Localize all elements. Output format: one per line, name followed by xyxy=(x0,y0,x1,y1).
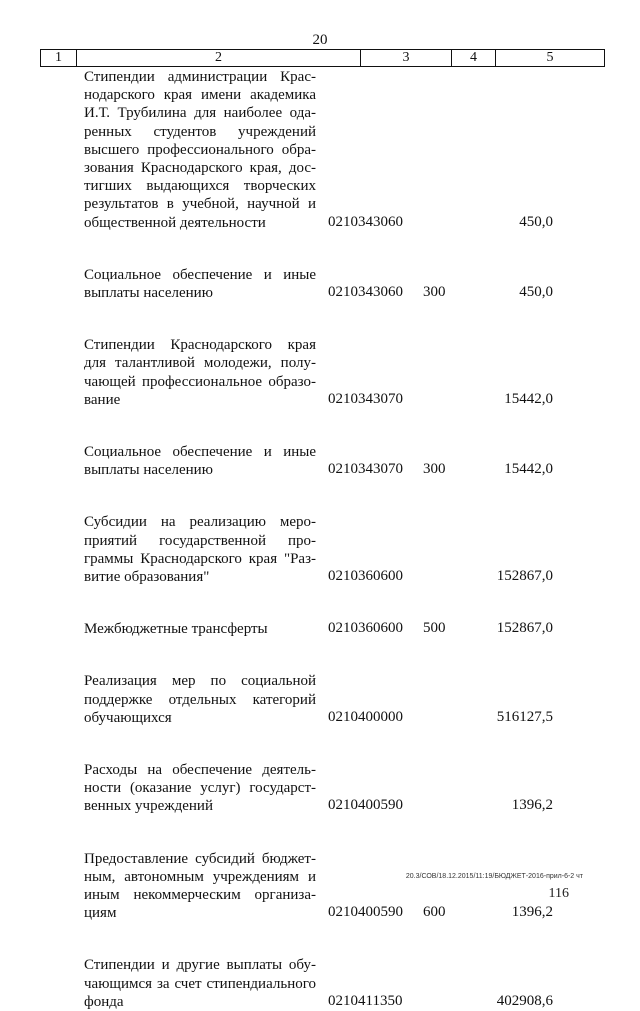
description-line: Стипендии и другие выплаты обу- xyxy=(84,957,316,974)
target-article-code: 0210343060 xyxy=(328,283,403,300)
amount: 402908,6 xyxy=(496,992,553,1009)
description-line: высшего профессионального обра- xyxy=(84,141,316,158)
table-row xyxy=(0,266,640,302)
row-description xyxy=(84,620,316,638)
description-line: граммы Краснодарского края "Раз- xyxy=(84,550,316,567)
target-article-code: 0210360600 xyxy=(328,620,403,637)
description-line: венных учреждений xyxy=(84,798,213,815)
row-description xyxy=(84,336,316,409)
target-article-code: 0210343070 xyxy=(328,461,403,478)
row-description xyxy=(84,761,316,816)
description-line: выплаты населению xyxy=(84,462,213,479)
description-line: чающимся за счет стипендиального xyxy=(84,975,316,992)
row-description xyxy=(84,672,316,727)
description-line: результатов в учебной, научной и xyxy=(84,196,316,213)
description-line: иным некоммерческим организа- xyxy=(84,886,316,903)
table-row xyxy=(0,956,640,1011)
description-line: нодарского края имени академика xyxy=(84,87,316,104)
description-line: ности (оказание услуг) государст- xyxy=(84,780,316,797)
table-row xyxy=(0,761,640,816)
target-article-code: 0210343070 xyxy=(328,390,403,407)
row-description xyxy=(84,956,316,1011)
description-line: Социальное обеспечение и иные xyxy=(84,266,316,283)
amount: 15442,0 xyxy=(504,461,553,478)
description-line: Межбюджетные трансферты xyxy=(84,621,268,638)
description-line: зования Краснодарского края, дос- xyxy=(84,159,316,176)
expense-type-code: 300 xyxy=(423,461,446,478)
row-description xyxy=(84,266,316,302)
table-row xyxy=(0,620,640,638)
row-description xyxy=(84,443,316,479)
description-line: Субсидии на реализацию меро- xyxy=(84,514,316,531)
column-header-3: 3 xyxy=(361,50,452,67)
column-header-4: 4 xyxy=(452,50,496,67)
column-header-2: 2 xyxy=(77,50,361,67)
amount: 450,0 xyxy=(519,283,553,300)
amount: 152867,0 xyxy=(496,567,553,584)
description-line: циям xyxy=(84,905,117,922)
description-line: тигших выдающихся творческих xyxy=(84,178,316,195)
amount: 450,0 xyxy=(519,213,553,230)
description-line: вание xyxy=(84,391,121,408)
amount: 1396,2 xyxy=(511,797,553,814)
amount: 516127,5 xyxy=(496,708,553,725)
description-line: Социальное обеспечение и иные xyxy=(84,444,316,460)
expense-type-code: 600 xyxy=(423,904,446,921)
description-line: фонда xyxy=(84,993,124,1010)
description-line: Стипендии Краснодарского края xyxy=(84,337,316,354)
table-row xyxy=(0,513,640,586)
description-line: общественной деятельности xyxy=(84,214,266,231)
table-row xyxy=(0,443,640,479)
description-line: ным, автономным учреждениям и xyxy=(84,868,316,885)
table-row xyxy=(0,68,640,232)
description-line: выплаты населению xyxy=(84,284,213,301)
page-number: 20 xyxy=(312,32,328,48)
row-description xyxy=(84,850,316,923)
description-line: обучающихся xyxy=(84,709,172,726)
table-row xyxy=(0,336,640,409)
description-line: для талантливой молодежи, полу- xyxy=(84,355,316,372)
row-description xyxy=(84,68,316,232)
target-article-code: 0210400000 xyxy=(328,708,403,725)
description-line: витие образования" xyxy=(84,568,210,585)
table-row xyxy=(0,672,640,727)
column-header-5: 5 xyxy=(496,50,605,67)
target-article-code: 0210360600 xyxy=(328,567,403,584)
target-article-code: 0210400590 xyxy=(328,797,403,814)
description-line: Стипендии администрации Крас- xyxy=(84,69,316,85)
description-line: И.Т. Трубилина для наиболее ода- xyxy=(84,105,316,122)
column-header-table xyxy=(40,49,605,67)
description-line: чающей профессиональное образо- xyxy=(84,373,316,390)
description-line: Расходы на обеспечение деятель- xyxy=(84,762,316,778)
description-line: приятий государственной про- xyxy=(84,532,316,549)
target-article-code: 0210411350 xyxy=(328,992,403,1009)
description-line: ренных студентов учреждений xyxy=(84,123,316,140)
description-line: Реализация мер по социальной xyxy=(84,673,316,690)
column-header-1: 1 xyxy=(41,50,77,67)
description-line: Предоставление субсидий бюджет- xyxy=(84,850,316,867)
expense-type-code: 300 xyxy=(423,283,446,300)
amount: 15442,0 xyxy=(504,390,553,407)
row-description xyxy=(84,513,316,586)
amount: 1396,2 xyxy=(511,904,553,921)
table-row xyxy=(0,850,640,923)
expense-type-code: 500 xyxy=(423,620,446,637)
target-article-code: 0210343060 xyxy=(328,213,403,230)
footer-document-code: 20.3/СОВ/18.12.2015/11:19/БЮДЖЕТ-2016-прил-6-2 чт xyxy=(405,873,583,880)
description-line: поддержке отдельных категорий xyxy=(84,691,316,708)
amount: 152867,0 xyxy=(496,620,553,637)
sheet-number: 116 xyxy=(548,886,569,901)
target-article-code: 0210400590 xyxy=(328,904,403,921)
